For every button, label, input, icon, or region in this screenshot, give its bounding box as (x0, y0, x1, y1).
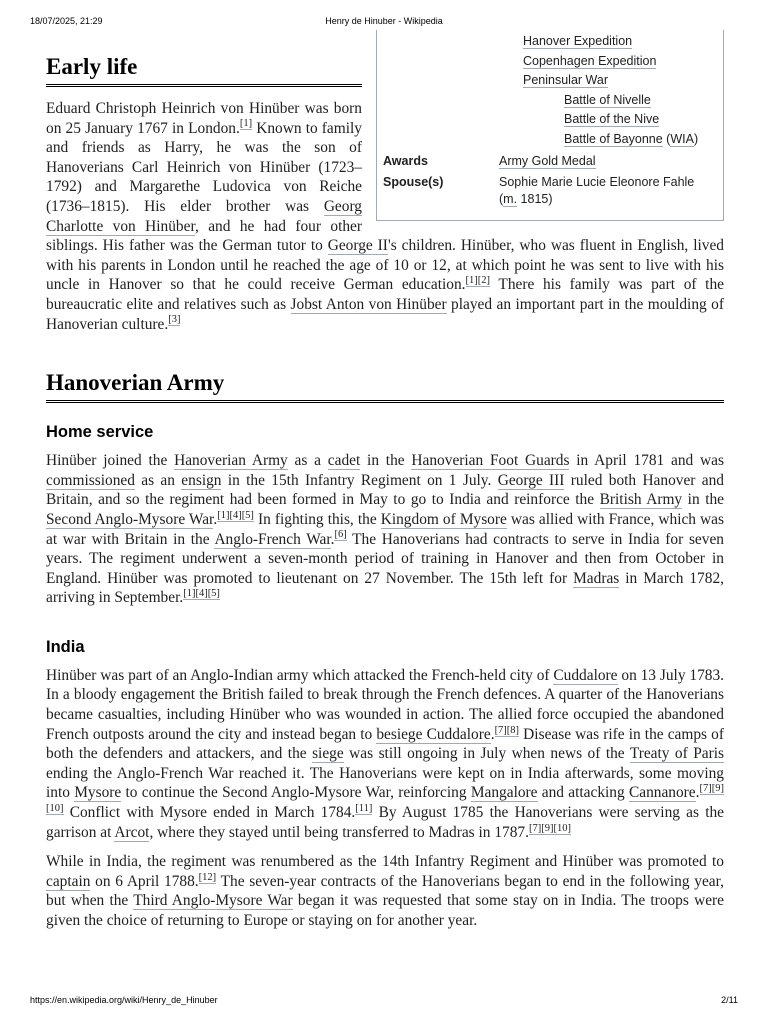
spouse-year: 1815) (517, 192, 553, 206)
citation[interactable]: [1] (239, 118, 253, 130)
link-cadet[interactable]: cadet (327, 452, 361, 470)
link-treaty-of-paris[interactable]: Treaty of Paris (629, 745, 724, 763)
text: Disease was rife in the camps of both the defenders and attackers, and the (46, 725, 724, 763)
text: to continue the Second Anglo-Mysore War, reinforcing (121, 784, 471, 802)
link-army-gold-medal[interactable]: Army Gold Medal (499, 154, 596, 168)
link-cuddalore[interactable]: Cuddalore (553, 666, 618, 684)
text: and attacking (537, 784, 629, 802)
bayonne-paren-open: ( (662, 131, 671, 146)
citation[interactable]: [7][9][10] (528, 822, 571, 834)
citation[interactable]: [3] (168, 314, 181, 326)
text: was allied with France, which was at war with Britain in the (46, 510, 724, 548)
link-commissioned[interactable]: commissioned (46, 471, 135, 489)
link-british-army[interactable]: British Army (599, 491, 683, 509)
paragraph-home-service (46, 451, 724, 608)
text: Hinüber joined the (46, 452, 175, 470)
text: as an (134, 471, 182, 489)
spouse-label: Spouse(s) (383, 175, 444, 189)
link-jobst-anton[interactable]: Jobst Anton von Hinüber (290, 295, 447, 313)
link-third-anglo-mysore-war[interactable]: Third Anglo-Mysore War (133, 892, 293, 910)
text: . (330, 530, 335, 548)
text: Hinüber was part of an Anglo-Indian army which attacked the French-held city of (46, 666, 554, 684)
text: was still ongoing in July when news of the (343, 745, 630, 763)
link-foot-guards[interactable]: Hanoverian Foot Guards (411, 452, 570, 470)
citation[interactable]: [7][9][10] (46, 783, 724, 814)
link-ensign[interactable]: ensign (181, 471, 222, 489)
infobox-table (383, 151, 717, 210)
print-title: Henry de Hinuber - Wikipedia (325, 16, 443, 26)
text: in the 15th Infantry Regiment on 1 July. (221, 471, 498, 489)
link-married-abbr[interactable]: m. (503, 192, 518, 206)
text: ruled both Hanover and Britain, and so the regiment had been formed in May to go to India and reinforce the (46, 471, 724, 509)
link-kingdom-of-mysore[interactable]: Kingdom of Mysore (380, 510, 507, 528)
heading-india: India (46, 637, 85, 656)
spouse-name: Sophie Marie Lucie Eleonore Fahle (499, 175, 695, 189)
infobox-row-spouse (383, 172, 717, 210)
infobox-row-awards (383, 151, 717, 172)
link-mysore[interactable]: Mysore (74, 784, 122, 802)
link-wia[interactable]: WIA (670, 131, 694, 146)
link-captain[interactable]: captain (46, 872, 91, 890)
print-datetime: 18/07/2025, 21:29 (30, 16, 103, 26)
article-content (46, 30, 724, 931)
text: Conflict with Mysore ended in March 1784. (63, 804, 356, 822)
print-page-number: 2/11 (721, 995, 738, 1005)
link-battle-of-bayonne[interactable]: Battle of Bayonne (564, 131, 663, 146)
text: , where they stayed until being transferred to Madras in 1787. (149, 823, 529, 841)
text: as a (287, 452, 328, 470)
print-url: https://en.wikipedia.org/wiki/Henry_de_Hinuber (30, 995, 218, 1005)
paragraph-india-1 (46, 666, 724, 842)
citation[interactable]: [12] (198, 871, 217, 883)
text: in April 1781 and was (569, 452, 724, 470)
spouse-paren: ( (499, 192, 504, 206)
text: 's children. Hinüber, who was fluent in English, lived with his parents in London until he reached the age of 10 or 12, at which point he was sent to live with his uncle in Hanover so that he could receive German education. (46, 237, 724, 294)
text: While in India, the regiment was renumbered as the 14th Infantry Regiment and Hinüber was promoted to (46, 853, 724, 871)
heading-early-life: Early life (46, 52, 362, 87)
infobox-battles (383, 32, 717, 149)
citation[interactable]: [6] (334, 529, 347, 541)
link-cannanore[interactable]: Cannanore (628, 784, 696, 802)
link-hanoverian-army[interactable]: Hanoverian Army (174, 452, 288, 470)
link-battle-of-the-nive[interactable]: Battle of the Nive (564, 112, 660, 126)
citation[interactable]: [7][8] (494, 724, 520, 736)
citation[interactable]: [1][2] (465, 275, 491, 287)
link-anglo-french-war[interactable]: Anglo-French War (214, 530, 331, 548)
text: on 6 April 1788. (90, 872, 199, 890)
text: . (695, 784, 700, 802)
citation[interactable]: [11] (355, 802, 373, 814)
link-battle-of-nivelle[interactable]: Battle of Nivelle (564, 92, 651, 107)
text: Eduard Christoph Heinrich von Hinüber was born on 25 January 1767 in London. (46, 100, 362, 137)
awards-label: Awards (383, 154, 428, 168)
heading-hanoverian-army: Hanoverian Army (46, 368, 724, 403)
link-hanover-expedition[interactable]: Hanover Expedition (523, 34, 633, 48)
infobox (376, 30, 724, 221)
link-georg-charlotte[interactable]: Georg Charlotte von Hinüber (46, 197, 362, 235)
link-george-iii[interactable]: George III (497, 471, 565, 489)
link-besiege-cuddalore[interactable]: besiege Cuddalore (376, 725, 491, 743)
link-arcot[interactable]: Arcot (114, 823, 150, 841)
text: in the (682, 491, 724, 509)
text: The seven-year contracts of the Hanoverians began to end in the following year, but when the (46, 872, 724, 910)
text: In fighting this, the (253, 510, 381, 528)
text: . (213, 510, 218, 528)
text: The Hanoverians had contracts to serve in India for seven years. The regiment underwent a seven-month period of training in Hanover and then from October in England. Hinüber was promoted to lieutenant on 27 November. The 15th left for (46, 530, 724, 587)
text: on 13 July 1783. In a bloody engagement the British failed to break through the French defences. A quarter of the Hanoverians became casualties, including Hinüber who was wounded in action. The allied force occupied the abandoned French outposts around the city and instead began to (46, 666, 724, 743)
link-peninsular-war[interactable]: Peninsular War (523, 73, 608, 87)
text: . (490, 725, 495, 743)
text: began it was requested that some stay on in India. The troops were given the choice of returning to Europe or staying on for another year. (46, 892, 724, 929)
spouse-value (499, 172, 717, 210)
paragraph-india-2 (46, 852, 724, 930)
bayonne-paren-close: ) (693, 131, 699, 146)
link-copenhagen-expedition[interactable]: Copenhagen Expedition (523, 53, 657, 68)
link-madras[interactable]: Madras (573, 569, 620, 587)
text: played an important part in the moulding of Hanoverian culture. (46, 295, 724, 333)
text: There his family was part of the bureaucratic elite and relatives such as (46, 276, 724, 313)
link-second-anglo-mysore-war[interactable]: Second Anglo-Mysore War (46, 510, 214, 528)
text: Known to family and friends as Harry, he was the son of Hanoverians Carl Heinrich von Hinüber (1723–1792) and Margarethe Ludovica von Reiche (1736–1815). His elder brother was (46, 119, 362, 215)
link-siege[interactable]: siege (312, 745, 344, 763)
citation[interactable]: [1][4][5] (217, 509, 254, 521)
text: , and he had four other siblings. His father was the German tutor to (46, 217, 363, 255)
text: ending the Anglo-French War reached it. The Hanoverians were kept on in India afterwards, some moving into (46, 764, 724, 802)
text: in March 1782, arriving in September. (46, 569, 724, 607)
print-header (30, 16, 738, 30)
citation[interactable]: [1][4][5] (183, 588, 220, 600)
text: in the (360, 452, 412, 470)
heading-home-service: Home service (46, 423, 154, 442)
text: By August 1785 the Hanoverians were serving as the garrison at (46, 804, 725, 841)
print-footer (30, 995, 738, 1009)
link-mangalore[interactable]: Mangalore (470, 784, 538, 802)
link-george-ii[interactable]: George II (327, 237, 388, 255)
